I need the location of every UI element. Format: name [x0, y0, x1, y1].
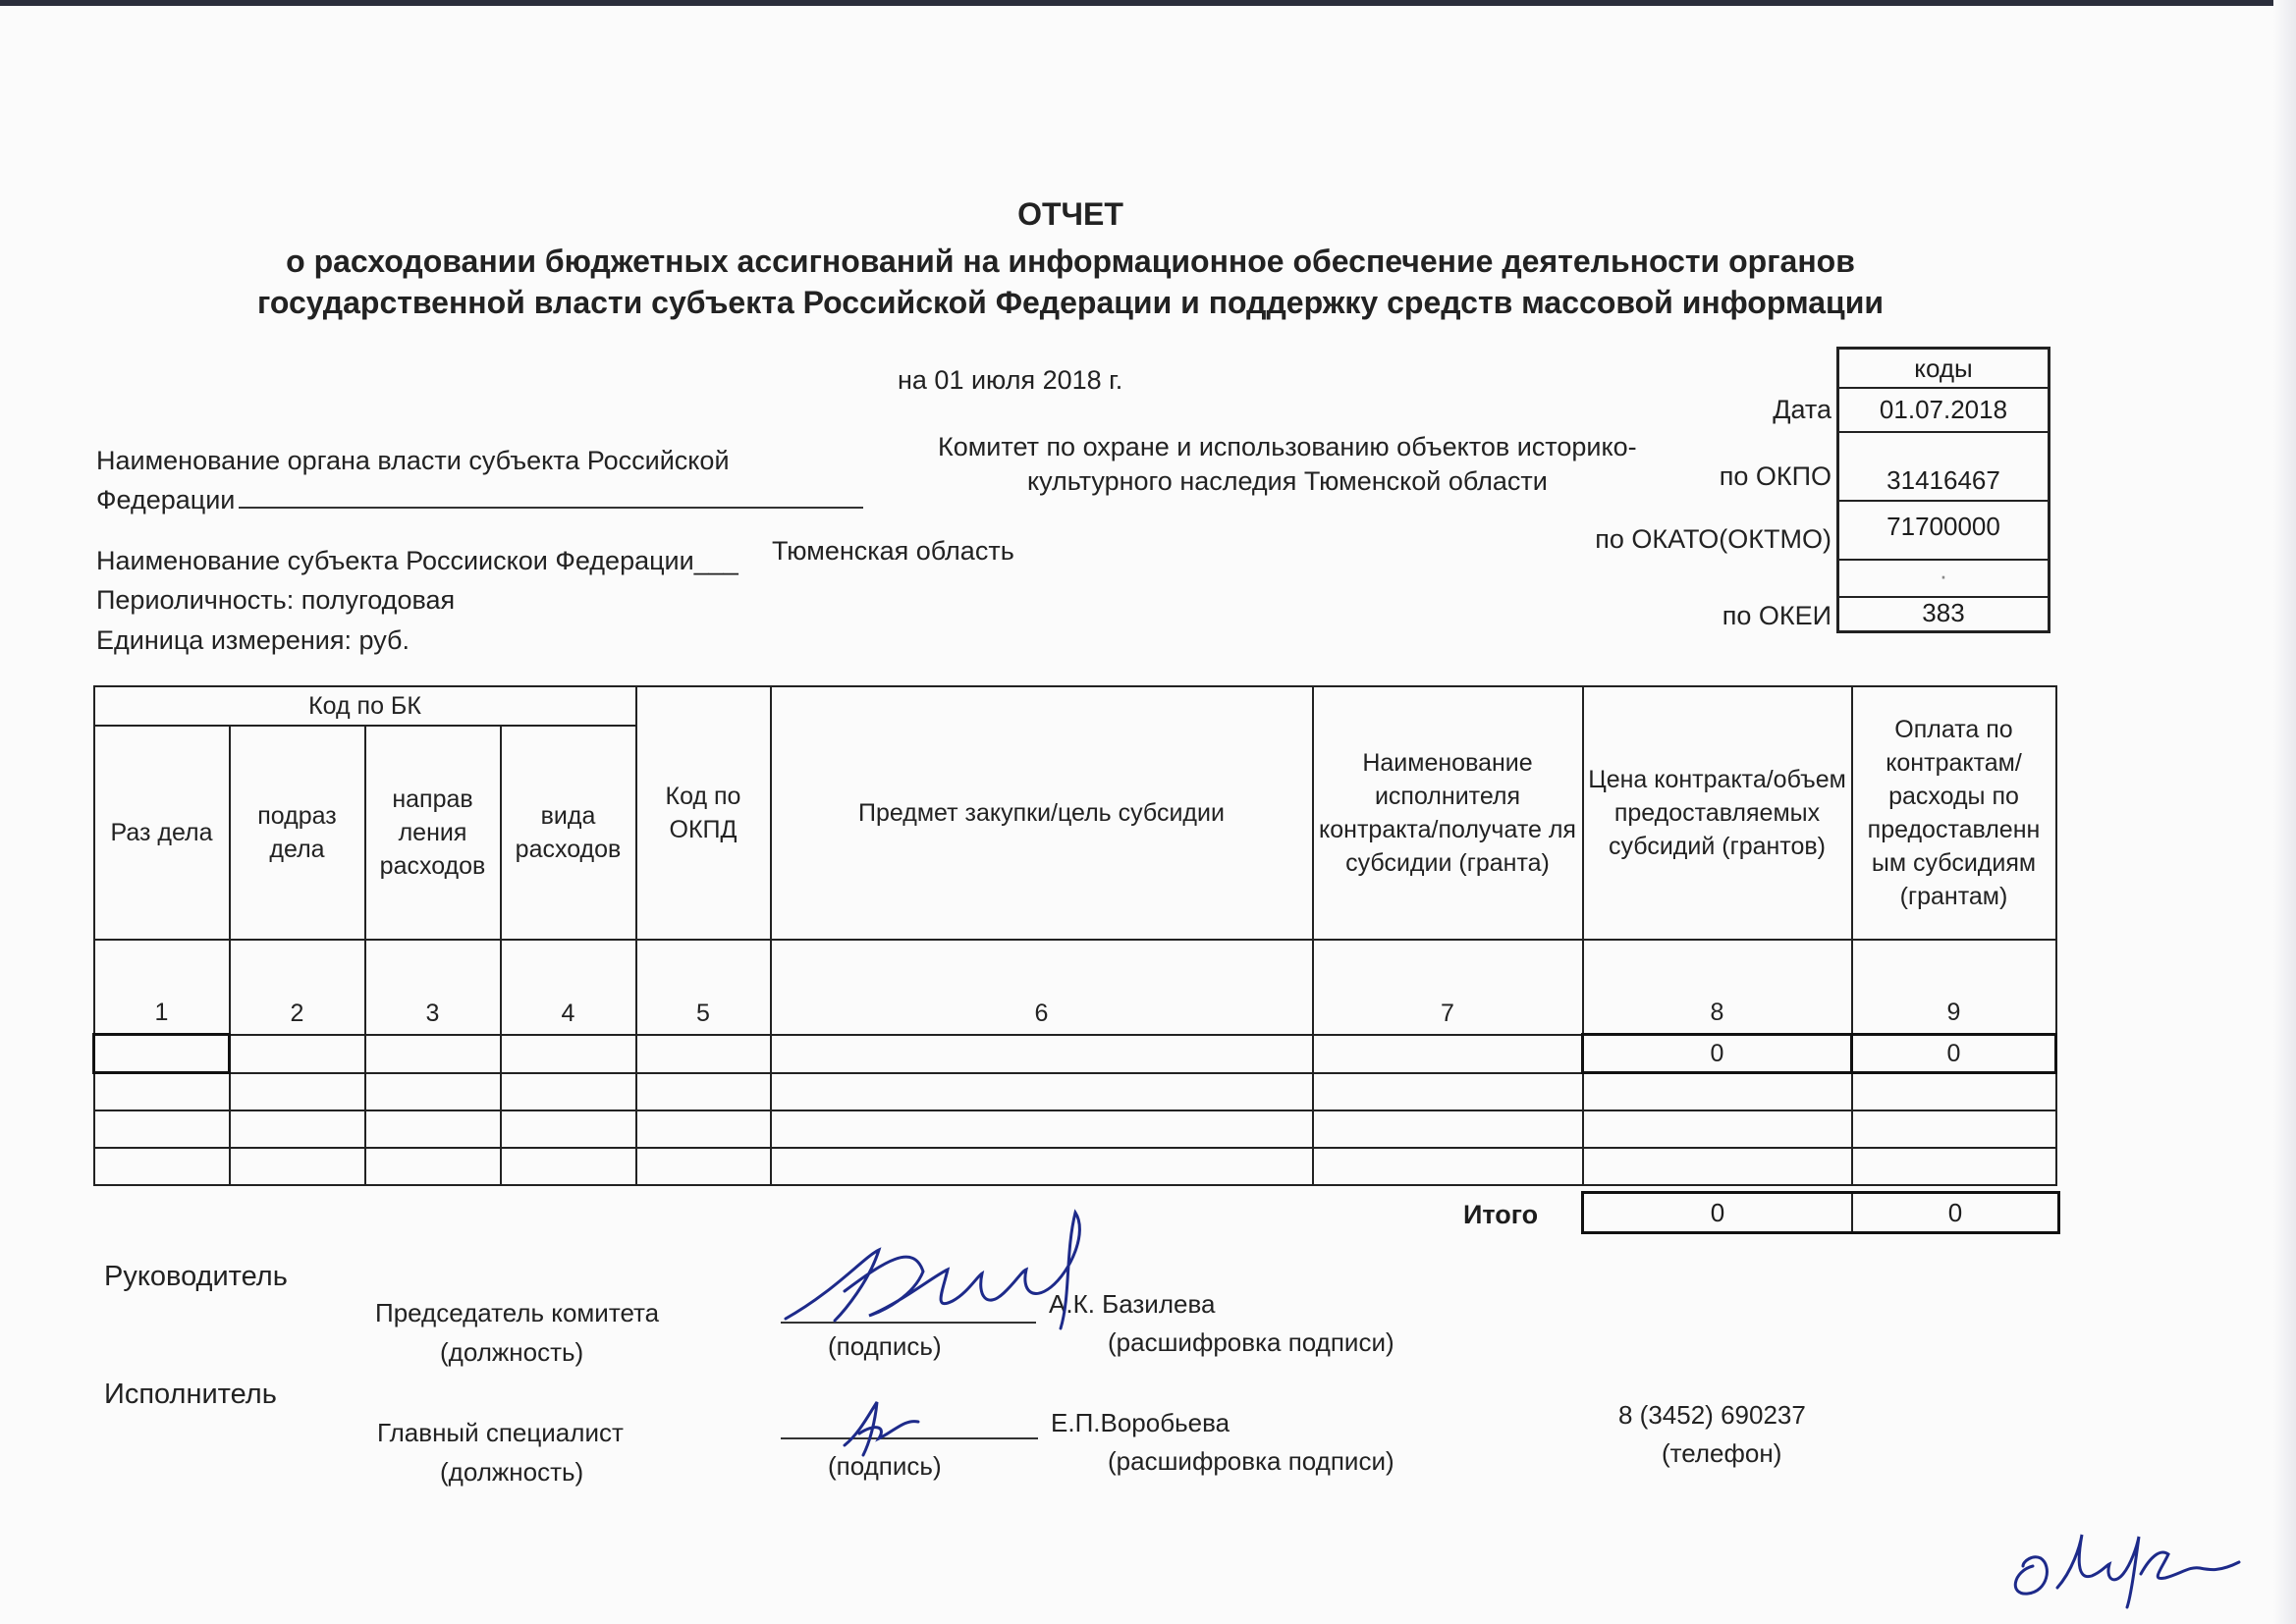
org-name-line1: Комитет по охране и использованию объектов историко-: [938, 432, 1637, 461]
exec-name: Е.П.Воробьева: [1051, 1408, 1230, 1437]
code-okpo: 31416467: [1839, 433, 2048, 502]
table-row: [94, 1110, 2056, 1148]
col-number: 7: [1313, 940, 1583, 1035]
head-decoding-caption: (расшифровка подписи): [1108, 1327, 1394, 1357]
col-number: 4: [501, 940, 636, 1035]
report-subtitle-line2: государственной власти субъекта Российской Федерации и поддержку средств массовой информации: [256, 285, 1885, 320]
head-name: А.К. Базилева: [1049, 1289, 1216, 1319]
col-number: 6: [771, 940, 1313, 1035]
exec-position-caption: (должность): [440, 1457, 584, 1487]
okpo-label: по ОКПО: [1719, 461, 1831, 491]
periodicity: Периоличность: полугодовая: [96, 585, 456, 615]
col-number: 3: [365, 940, 501, 1035]
report-date: на 01 июля 2018 г.: [898, 365, 1123, 395]
code-okato: 71700000: [1839, 502, 2048, 561]
col-direction-header: направ ления расходов: [365, 726, 501, 940]
org-label-line2: Федерации: [96, 485, 236, 514]
unit: Единица измерения: руб.: [96, 625, 410, 655]
col-section-header: Раз дела: [94, 726, 230, 940]
exec-signature-caption: (подпись): [828, 1451, 942, 1481]
okato-label: по ОКАТО(ОКТМО): [1595, 524, 1831, 554]
head-role: Руководитель: [104, 1261, 288, 1292]
col-subject-header: Предмет закупки/цель субсидии: [771, 686, 1313, 940]
codes-box: [1836, 347, 2050, 633]
col-number: 1: [94, 940, 230, 1035]
expenditure-table: [92, 685, 2057, 1186]
col-number: 5: [636, 940, 771, 1035]
report-subtitle-line1: о расходовании бюджетных ассигнований на информационное обеспечение деятельности органов: [286, 244, 1855, 279]
code-okei: 383: [1922, 598, 1965, 627]
total-label: Итого: [1463, 1200, 1539, 1229]
table-row: [94, 1035, 2056, 1073]
col-payment-header: Оплата по контрактам/ расходы по предоставленн ым субсидиям (грантам): [1852, 686, 2056, 940]
subject-value: Тюменская область: [772, 536, 1014, 566]
table-row: [94, 1073, 2056, 1111]
col-subsection-header: подраз дела: [230, 726, 365, 940]
col-number: 2: [230, 940, 365, 1035]
date-label: Дата: [1773, 395, 1831, 424]
head-signature-icon: [776, 1203, 1100, 1345]
kbk-group-header: Код по БК: [94, 686, 636, 726]
org-underline: [239, 507, 863, 509]
phone: 8 (3452) 690237: [1618, 1400, 1806, 1430]
head-position: Председатель комитета: [375, 1298, 660, 1327]
report-title: ОТЧЕТ: [1017, 196, 1123, 232]
org-label: Наименование органа власти субъекта Российской: [96, 446, 730, 475]
subject-label: Наименование субъекта Россиискои Федерации___: [96, 546, 738, 575]
org-name-line2: культурного наследия Тюменской области: [1027, 466, 1548, 496]
code-date: 01.07.2018: [1839, 389, 2048, 433]
row1-price: 0: [1583, 1035, 1852, 1073]
corner-signature-icon: [2003, 1527, 2249, 1610]
row1-payment: 0: [1852, 1035, 2056, 1073]
code-empty: ·: [1839, 561, 2048, 598]
codes-header: коды: [1839, 350, 2048, 389]
phone-caption: (телефон): [1662, 1438, 1782, 1468]
scan-top-edge: [0, 0, 2296, 6]
okei-label: по ОКЕИ: [1722, 601, 1831, 630]
total-payment: 0: [1947, 1198, 1963, 1227]
col-price-header: Цена контракта/объем предоставляемых субсидий (грантов): [1583, 686, 1852, 940]
exec-signature-icon: [840, 1394, 928, 1463]
col-number: 9: [1852, 940, 2056, 1035]
head-position-caption: (должность): [440, 1337, 584, 1367]
exec-position: Главный специалист: [377, 1418, 624, 1447]
exec-role: Исполнитель: [104, 1379, 277, 1410]
exec-decoding-caption: (расшифровка подписи): [1108, 1446, 1394, 1476]
col-expense-type-header: вида расходов: [501, 726, 636, 940]
total-box: [1581, 1191, 2060, 1234]
scan-right-edge: [2273, 0, 2296, 1624]
total-price: 0: [1584, 1194, 1853, 1231]
table-row: [94, 1148, 2056, 1185]
col-number: 8: [1583, 940, 1852, 1035]
col-okpd-header: Код по ОКПД: [636, 686, 771, 940]
head-signature-caption: (подпись): [828, 1331, 942, 1361]
col-contractor-header: Наименование исполнителя контракта/получате ля субсидии (гранта): [1313, 686, 1583, 940]
